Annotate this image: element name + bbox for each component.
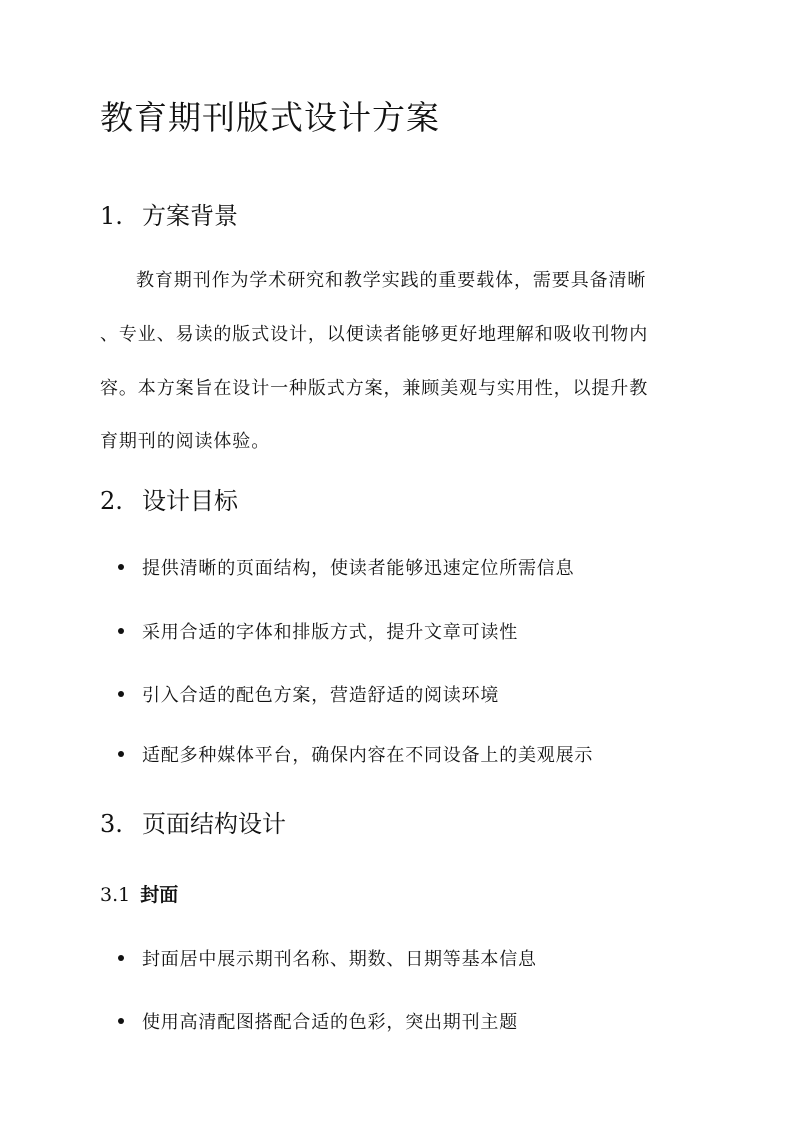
list-item: 使用高清配图搭配合适的色彩，突出期刊主题: [118, 1008, 518, 1034]
section-title: 页面结构设计: [142, 810, 286, 838]
bullet-icon: [118, 955, 124, 961]
list-item: 封面居中展示期刊名称、期数、日期等基本信息: [118, 945, 537, 971]
bullet-icon: [118, 691, 124, 697]
subsection-number: 3.1: [100, 884, 131, 906]
section-heading-background: [100, 196, 238, 231]
section-title: 设计目标: [142, 487, 238, 515]
paragraph-line: 容。本方案旨在设计一种版式方案，兼顾美观与实用性，以提升教: [100, 378, 649, 399]
bullet-icon: [118, 628, 124, 634]
paragraph-line: 育期刊的阅读体验。: [100, 431, 271, 452]
subsection-heading-cover: [100, 880, 178, 907]
subsection-title: 封面: [140, 884, 179, 906]
list-item: 引入合适的配色方案，营造舒适的阅读环境: [118, 681, 499, 707]
section-number: 1.: [100, 202, 123, 230]
section-title: 方案背景: [142, 202, 238, 230]
section-heading-page-structure: [100, 804, 286, 839]
bullet-icon: [118, 564, 124, 570]
list-item: 适配多种媒体平台，确保内容在不同设备上的美观展示: [118, 741, 593, 767]
section-heading-goals: [100, 481, 238, 516]
paragraph-line: 、专业、易读的版式设计，以便读者能够更好地理解和吸收刊物内: [100, 324, 649, 345]
list-item: 采用合适的字体和排版方式，提升文章可读性: [118, 618, 518, 644]
section-number: 3.: [100, 810, 123, 838]
bullet-icon: [118, 1018, 124, 1024]
list-item: 提供清晰的页面结构，使读者能够迅速定位所需信息: [118, 554, 574, 580]
bullet-icon: [118, 751, 124, 757]
section-number: 2.: [100, 487, 123, 515]
document-title: 教育期刊版式设计方案: [100, 98, 440, 137]
paragraph-line: 教育期刊作为学术研究和教学实践的重要载体，需要具备清晰: [136, 270, 647, 291]
